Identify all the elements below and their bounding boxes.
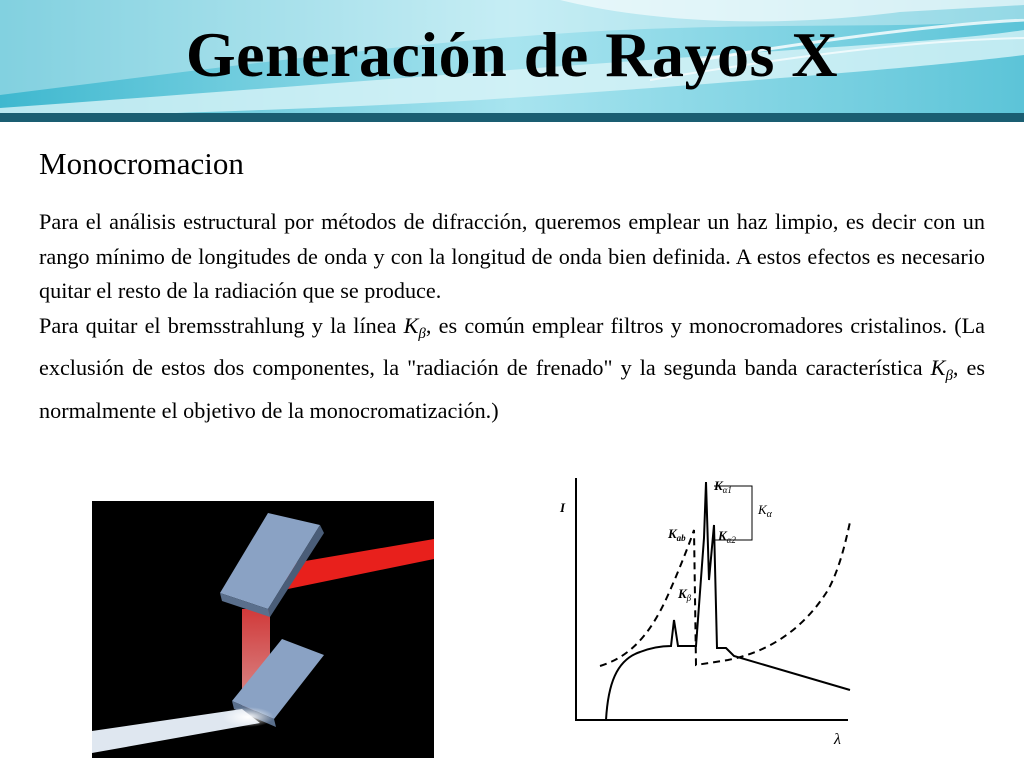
k-beta-symbol: $K_\beta$ <box>930 355 953 385</box>
k-alpha-label: $K_\alpha$ <box>758 502 772 520</box>
xray-spectrum-diagram <box>548 470 868 760</box>
paragraph-1: Para el análisis estructural por métodos de difracción, queremos emplear un haz limpio, es decir con un rango mínimo de longitudes de onda y con la longitud de onda bien definida. A estos efectos es necesario quitar el resto de la radiación que se produce. <box>39 209 985 304</box>
k-ab-label: $K_{ab}$ <box>668 526 686 543</box>
k-beta-symbol: $K_\beta$ <box>403 312 426 342</box>
y-axis-label: I <box>560 500 566 515</box>
k-alpha2-label: $K_{\alpha 2}$ <box>718 528 736 545</box>
dashed-absorption <box>600 522 850 666</box>
page-title: Generación de Rayos X <box>185 19 839 90</box>
section-subtitle: Monocromacion <box>39 146 244 181</box>
solid-spectrum <box>606 482 850 720</box>
body-text <box>39 205 985 429</box>
paragraph-2: Para quitar el bremsstrahlung y la línea $K_\beta$, es común emplear filtros y monocromadores cristalinos. (La exclusión de estos dos componentes, la "radiación de frenado" y la segunda banda característica $K_\beta$, es normalmente el objetivo de la monocromatización.) <box>39 312 985 423</box>
x-axis-label: λ <box>834 731 841 748</box>
axes <box>576 478 848 720</box>
k-beta-label: $K_\beta$ <box>678 586 692 603</box>
k-alpha1-label: $K_{\alpha 1}$ <box>714 478 732 495</box>
monochromator-image <box>92 501 434 758</box>
